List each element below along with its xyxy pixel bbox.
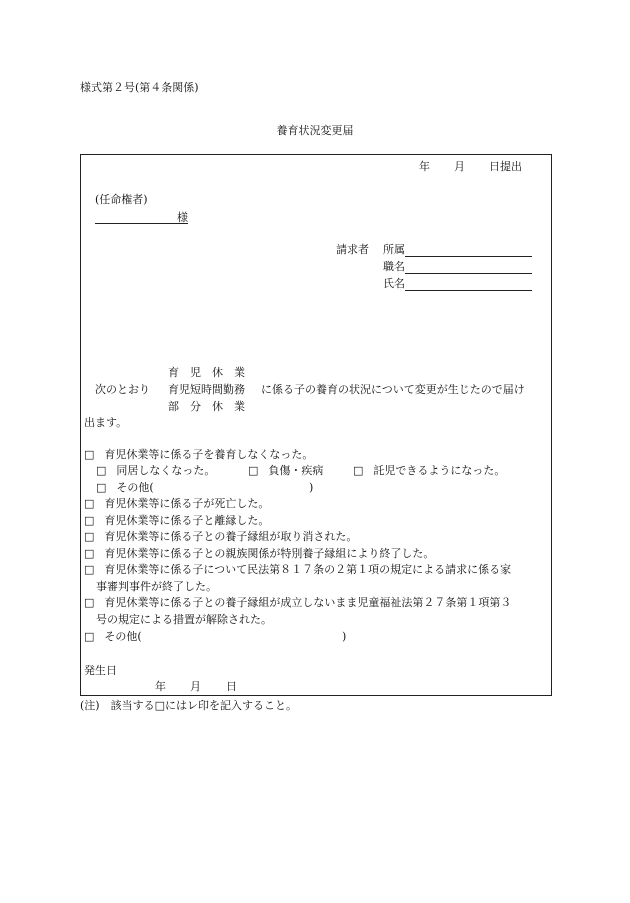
checkbox-icon[interactable]: □ — [96, 481, 107, 494]
checkbox-icon[interactable]: □ — [84, 497, 95, 510]
intro-suffix: に係る子の養育の状況について変更が生じたので届け — [261, 383, 525, 396]
checklist-item-adoption-cancelled[interactable]: □ 育児休業等に係る子との養子縁組が取り消された。 — [84, 530, 358, 543]
occurrence-month: 月 — [190, 680, 201, 693]
leave-option-childcare-leave: 育 児 休 業 — [168, 366, 245, 379]
checkbox-icon[interactable]: □ — [248, 464, 259, 477]
requester-label: 請求者 — [336, 243, 369, 256]
checkbox-icon[interactable]: □ — [84, 547, 95, 560]
intro-continuation: 出ます。 — [84, 416, 128, 429]
position-row[interactable] — [383, 260, 532, 274]
sub-item-other[interactable]: □ その他( — [96, 481, 154, 494]
name-row[interactable] — [383, 277, 532, 291]
checklist-item-other-close: ) — [342, 630, 347, 643]
occurrence-day: 日 — [226, 680, 237, 693]
date-year: 年 — [419, 160, 430, 173]
checkbox-icon[interactable]: □ — [84, 630, 95, 643]
leave-option-short-hours: 育児短時間勤務 — [168, 383, 245, 396]
form-number: 様式第２号(第４条関係) — [80, 81, 199, 94]
checkbox-icon[interactable]: □ — [84, 448, 95, 461]
checkbox-icon[interactable]: □ — [84, 530, 95, 543]
date-day-submitted: 日提出 — [489, 160, 522, 173]
appointer-name-line[interactable] — [95, 210, 188, 224]
sub-item-other-close: ) — [309, 481, 314, 494]
sub-item-not-cohabiting[interactable]: □ 同居しなくなった。 — [96, 464, 216, 477]
affiliation-row[interactable] — [383, 243, 532, 257]
document-title: 養育状況変更届 — [276, 124, 354, 137]
appointer-label: (任命権者) — [95, 193, 148, 206]
checklist-item-welfare-measure[interactable]: □ 育児休業等に係る子との養子縁組が成立しないまま児童福祉法第２７条第１項第３ — [84, 596, 512, 609]
checklist-item-welfare-measure-cont: 号の規定による措置が解除された。 — [96, 613, 272, 626]
checklist-item-family-court-cont: 事審判事件が終了した。 — [96, 580, 217, 593]
checkbox-icon[interactable]: □ — [84, 514, 95, 527]
checkbox-icon[interactable]: □ — [353, 464, 364, 477]
checklist-item-special-adoption[interactable]: □ 育児休業等に係る子との親族関係が特別養子縁組により終了した。 — [84, 547, 435, 560]
checklist-item-dissolved-adoption[interactable]: □ 育児休業等に係る子と離縁した。 — [84, 514, 270, 527]
position-label: 職名 — [383, 260, 405, 273]
checklist-item-child-died[interactable]: □ 育児休業等に係る子が死亡した。 — [84, 497, 270, 510]
date-month: 月 — [454, 160, 465, 173]
checklist-item-family-court[interactable]: □ 育児休業等に係る子について民法第８１７条の２第１項の規定による請求に係る家 — [84, 563, 512, 576]
checklist-item-not-raising[interactable]: □ 育児休業等に係る子を養育しなくなった。 — [84, 448, 314, 461]
intro-prefix: 次のとおり — [95, 383, 150, 396]
checklist-item-other[interactable]: □ その他( — [84, 630, 142, 643]
checkbox-icon[interactable]: □ — [96, 464, 107, 477]
checkbox-icon[interactable]: □ — [84, 563, 95, 576]
sub-item-injury-illness[interactable]: □ 負傷・疾病 — [248, 464, 324, 477]
sub-item-childcare-available[interactable]: □ 託児できるようになった。 — [353, 464, 506, 477]
leave-option-partial-leave: 部 分 休 業 — [168, 400, 245, 413]
affiliation-label: 所属 — [383, 243, 405, 256]
name-label: 氏名 — [383, 277, 405, 290]
occurrence-date-label: 発生日 — [84, 664, 117, 677]
footnote: (注) 該当する□にはレ印を記入すること。 — [80, 699, 297, 712]
checkbox-icon[interactable]: □ — [84, 596, 95, 609]
occurrence-year: 年 — [155, 680, 166, 693]
honorific: 様 — [177, 211, 188, 224]
